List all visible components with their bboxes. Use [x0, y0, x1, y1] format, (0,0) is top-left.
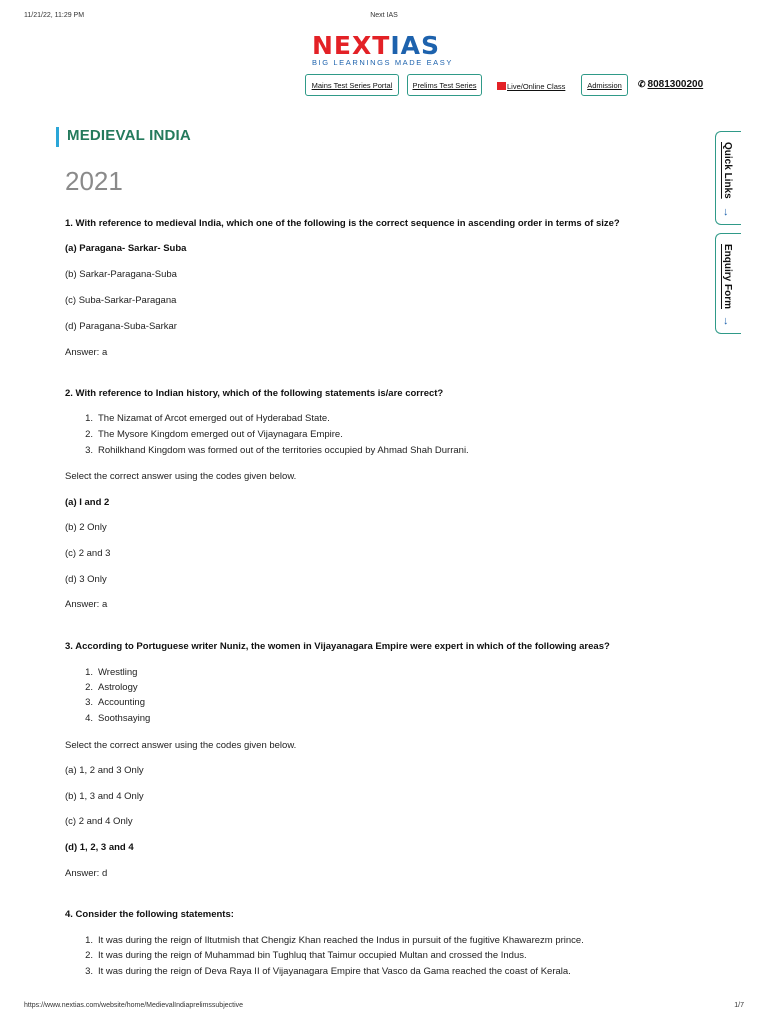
print-datetime: 11/21/22, 11:29 PM [24, 12, 85, 19]
option-3d: (d) 1, 2, 3 and 4 [65, 842, 134, 853]
quick-links-label: Quick Links [722, 142, 733, 199]
year-heading: 2021 [65, 166, 123, 196]
option-2a: (a) I and 2 [65, 497, 110, 508]
option-3a: (a) 1, 2 and 3 Only [65, 765, 144, 776]
option-2d: (d) 3 Only [65, 574, 107, 585]
answer-2: Answer: a [65, 599, 108, 610]
question-4: 4. Consider the following statements: [65, 909, 234, 920]
top-navbar [0, 74, 768, 98]
statement-3-4: 4. Soothsaying [85, 713, 151, 724]
answer-1: Answer: a [65, 347, 108, 358]
print-page-title: Next IAS [370, 12, 398, 19]
logo-wordmark: NEXTIAS [312, 31, 440, 60]
question-3: 3. According to Portuguese writer Nuniz, the women in Vijayanagara Empire were expert in which of the following areas? [65, 641, 610, 652]
section-title: MEDIEVAL INDIA [67, 127, 191, 144]
statement-4-2: 2. It was during the reign of Muhammad bin Tughluq that Taimur occupied Multan and crossed the Indus. [85, 950, 527, 961]
enquiry-form-tab[interactable] [715, 233, 741, 334]
nextias-logo[interactable] [312, 33, 458, 67]
section-accent-bar [56, 127, 59, 147]
print-footer [0, 1002, 768, 1014]
option-3b: (b) 1, 3 and 4 Only [65, 791, 144, 802]
live-online-class-link[interactable]: Live/Online Class [497, 79, 565, 93]
answer-3: Answer: d [65, 868, 108, 879]
mains-test-series-link[interactable]: Mains Test Series Portal [305, 74, 399, 96]
question-1: 1. With reference to medieval India, which one of the following is the correct sequence in ascending order in terms of size? [65, 218, 620, 229]
statement-3-2: 2. Astrology [85, 682, 138, 693]
live-indicator-icon [497, 82, 506, 90]
option-3c: (c) 2 and 4 Only [65, 816, 133, 827]
option-1a: (a) Paragana- Sarkar- Suba [65, 243, 187, 254]
admission-link[interactable]: Admission [581, 74, 628, 96]
statement-4-3: 3. It was during the reign of Deva Raya II of Vijayanagara Empire that Vasco da Gama reached the coast of Kerala. [85, 966, 571, 977]
prelims-test-series-link[interactable]: Prelims Test Series [407, 74, 482, 96]
print-url: https://www.nextias.com/website/home/MedievalIndiaprelimssubjective [24, 1002, 244, 1009]
instruction-3: Select the correct answer using the codes given below. [65, 740, 297, 751]
statement-3-3: 3. Accounting [85, 697, 146, 708]
phone-link[interactable]: ✆ 8081300200 [638, 79, 704, 90]
quick-links-tab[interactable] [715, 131, 741, 225]
option-2c: (c) 2 and 3 [65, 548, 111, 559]
statement-2-3: 3. Rohilkhand Kingdom was formed out of the territories occupied by Ahmad Shah Durrani. [85, 445, 469, 456]
phone-icon: ✆ [638, 79, 646, 89]
statement-4-1: 1. It was during the reign of Iltutmish that Chengiz Khan reached the Indus in pursuit of the fugitive Khawarezm prince. [85, 935, 584, 946]
statement-2-1: 1. The Nizamat of Arcot emerged out of Hyderabad State. [85, 413, 330, 424]
statement-2-2: 2. The Mysore Kingdom emerged out of Vijaynagara Empire. [85, 429, 343, 440]
arrow-down-icon: ↓ [723, 206, 729, 218]
statement-3-1: 1. Wrestling [85, 667, 138, 678]
print-page-count: 1/7 [734, 1002, 744, 1009]
option-1d: (d) Paragana-Suba-Sarkar [65, 321, 177, 332]
option-2b: (b) 2 Only [65, 522, 107, 533]
question-2: 2. With reference to Indian history, which of the following statements is/are correct? [65, 388, 444, 399]
logo-tagline: BIG LEARNINGS MADE EASY [312, 58, 453, 67]
print-header [0, 12, 768, 24]
arrow-down-icon: ↓ [723, 315, 729, 327]
option-1b: (b) Sarkar-Paragana-Suba [65, 269, 177, 280]
option-1c: (c) Suba-Sarkar-Paragana [65, 295, 177, 306]
instruction-2: Select the correct answer using the codes given below. [65, 471, 297, 482]
enquiry-form-label: Enquiry Form [722, 244, 733, 310]
